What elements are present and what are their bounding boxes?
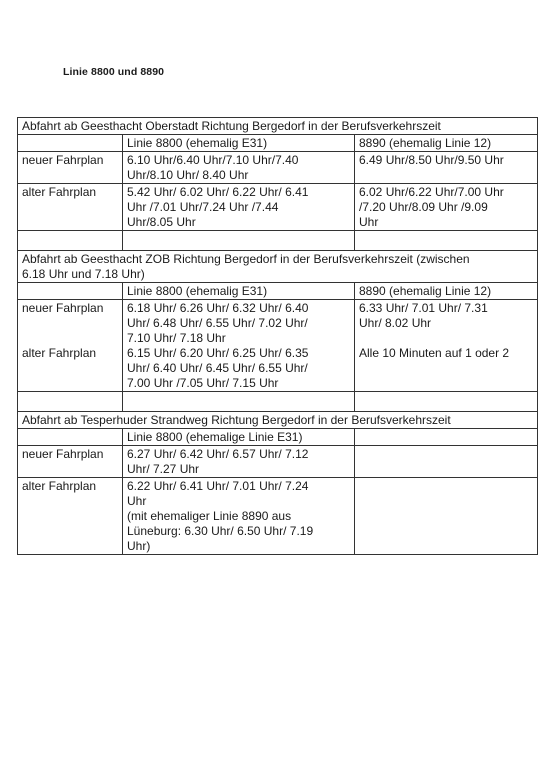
- empty-cell: [18, 392, 123, 412]
- empty-cell: [18, 283, 123, 300]
- times-line-8800: 6.22 Uhr/ 6.41 Uhr/ 7.01 Uhr/ 7.24 Uhr (mit ehemaliger Linie 8890 aus Lüneburg: 6.30 Uhr/ 6.50 Uhr/ 7.19 Uhr): [123, 478, 355, 555]
- empty-cell: [18, 429, 123, 446]
- row-label: neuer Fahrplan: [18, 446, 123, 478]
- column-header-line-8890: 8890 (ehemalig Linie 12): [355, 283, 538, 300]
- section-heading-row: [18, 412, 538, 429]
- column-header-row: [18, 135, 538, 152]
- times-line-8890: 6.02 Uhr/6.22 Uhr/7.00 Uhr /7.20 Uhr/8.09 Uhr /9.09 Uhr: [355, 184, 538, 231]
- section-heading: Abfahrt ab Tesperhuder Strandweg Richtung Bergedorf in der Berufsverkehrszeit: [18, 412, 538, 429]
- times-line-8800: 6.10 Uhr/6.40 Uhr/7.10 Uhr/7.40 Uhr/8.10 Uhr/ 8.40 Uhr: [123, 152, 355, 184]
- table-row: [18, 152, 538, 184]
- empty-cell: [355, 392, 538, 412]
- column-header-row: [18, 283, 538, 300]
- column-header-line-8800: Linie 8800 (ehemalige Linie E31): [123, 429, 355, 446]
- empty-cell: [18, 231, 123, 251]
- times-line-8890: 6.33 Uhr/ 7.01 Uhr/ 7.31 Uhr/ 8.02 Uhr Alle 10 Minuten auf 1 oder 2: [355, 300, 538, 392]
- page-title: Linie 8800 und 8890: [63, 66, 165, 78]
- row-label: alter Fahrplan: [18, 478, 123, 555]
- times-line-8890: 6.49 Uhr/8.50 Uhr/9.50 Uhr: [355, 152, 538, 184]
- section-heading-row: [18, 118, 538, 135]
- row-label: alter Fahrplan: [18, 184, 123, 231]
- empty-cell: [123, 392, 355, 412]
- row-label: neuer Fahrplan: [18, 152, 123, 184]
- times-line-8800: 6.18 Uhr/ 6.26 Uhr/ 6.32 Uhr/ 6.40 Uhr/ 6.48 Uhr/ 6.55 Uhr/ 7.02 Uhr/ 7.10 Uhr/ 7.18 Uhr 6.15 Uhr/ 6.20 Uhr/ 6.25 Uhr/ 6.35 Uhr/ 6.40 Uhr/ 6.45 Uhr/ 6.55 Uhr/ 7.00 Uhr /7.05 Uhr/ 7.15 Uhr: [123, 300, 355, 392]
- table-row: [18, 184, 538, 231]
- empty-cell: [18, 135, 123, 152]
- empty-cell: [355, 446, 538, 478]
- times-line-8800: 6.27 Uhr/ 6.42 Uhr/ 6.57 Uhr/ 7.12 Uhr/ 7.27 Uhr: [123, 446, 355, 478]
- section-heading: Abfahrt ab Geesthacht Oberstadt Richtung Bergedorf in der Berufsverkehrszeit: [18, 118, 538, 135]
- empty-cell: [123, 231, 355, 251]
- column-header-line-8800: Linie 8800 (ehemalig E31): [123, 283, 355, 300]
- column-header-line-8890: 8890 (ehemalig Linie 12): [355, 135, 538, 152]
- section-heading: Abfahrt ab Geesthacht ZOB Richtung Bergedorf in der Berufsverkehrszeit (zwischen 6.18 Uhr und 7.18 Uhr): [18, 251, 538, 283]
- empty-cell: [355, 478, 538, 555]
- row-labels: neuer Fahrplan alter Fahrplan: [18, 300, 123, 392]
- column-header-empty: [355, 429, 538, 446]
- spacer-row: [18, 392, 538, 412]
- schedule-table: [17, 117, 538, 555]
- section-heading-row: [18, 251, 538, 283]
- times-line-8800: 5.42 Uhr/ 6.02 Uhr/ 6.22 Uhr/ 6.41 Uhr /7.01 Uhr/7.24 Uhr /7.44 Uhr/8.05 Uhr: [123, 184, 355, 231]
- empty-cell: [355, 231, 538, 251]
- table-row: [18, 446, 538, 478]
- column-header-row: [18, 429, 538, 446]
- spacer-row: [18, 231, 538, 251]
- table-row: [18, 300, 538, 392]
- table-row: [18, 478, 538, 555]
- column-header-line-8800: Linie 8800 (ehemalig E31): [123, 135, 355, 152]
